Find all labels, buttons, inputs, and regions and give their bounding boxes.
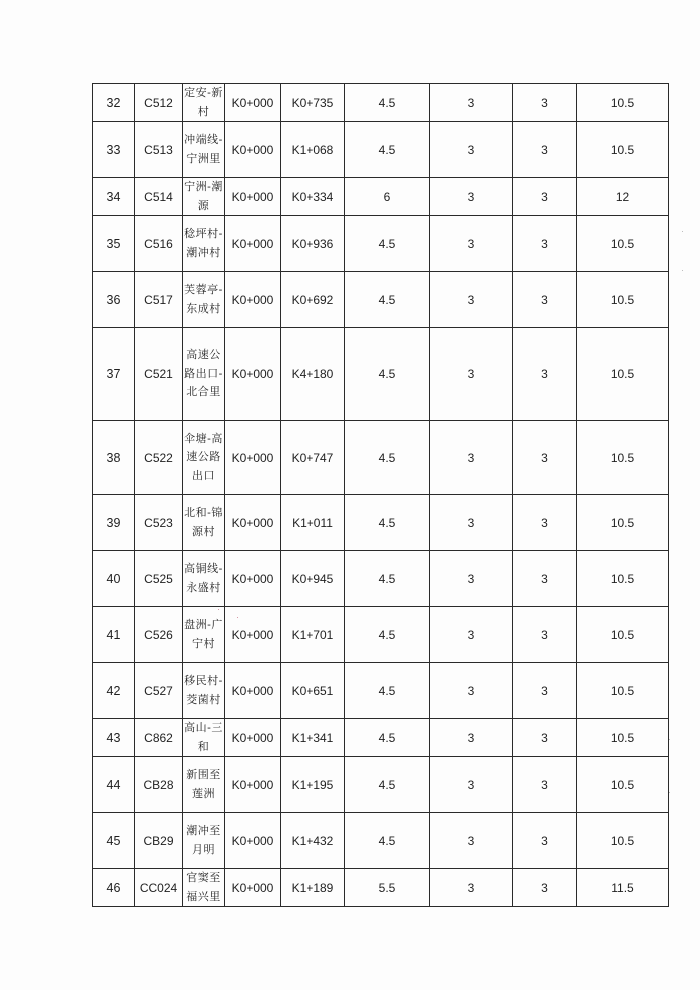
road-name-cell: 盘洲-广宁村 xyxy=(183,607,225,663)
end-stake-cell: K0+334 xyxy=(281,178,345,216)
total-value-cell: 10.5 xyxy=(577,122,669,178)
road-code-cell: C521 xyxy=(135,328,183,421)
value-a-cell: 3 xyxy=(430,216,513,272)
start-stake-cell: K0+000 xyxy=(225,272,281,328)
road-code-cell: C862 xyxy=(135,719,183,757)
table-row xyxy=(93,421,669,495)
road-code-cell: C523 xyxy=(135,495,183,551)
end-stake-cell: K1+195 xyxy=(281,757,345,813)
table-row xyxy=(93,84,669,122)
row-number-cell: 44 xyxy=(93,757,135,813)
road-width-cell: 4.5 xyxy=(345,122,430,178)
value-b-cell: 3 xyxy=(513,551,577,607)
value-a-cell: 3 xyxy=(430,495,513,551)
road-width-cell: 4.5 xyxy=(345,328,430,421)
road-width-cell: 4.5 xyxy=(345,757,430,813)
start-stake-cell: K0+000 xyxy=(225,757,281,813)
value-a-cell: 3 xyxy=(430,122,513,178)
value-a-cell: 3 xyxy=(430,84,513,122)
total-value-cell: 10.5 xyxy=(577,84,669,122)
road-width-cell: 4.5 xyxy=(345,421,430,495)
start-stake-cell: K0+000 xyxy=(225,607,281,663)
scan-mark: · xyxy=(681,265,684,275)
start-stake-cell: K0+000 xyxy=(225,122,281,178)
row-number-cell: 45 xyxy=(93,813,135,869)
start-stake-cell: K0+000 xyxy=(225,178,281,216)
road-name-cell: 定安-新村 xyxy=(183,84,225,122)
end-stake-cell: K0+692 xyxy=(281,272,345,328)
end-stake-cell: K0+936 xyxy=(281,216,345,272)
end-stake-cell: K4+180 xyxy=(281,328,345,421)
road-code-cell: C517 xyxy=(135,272,183,328)
row-number-cell: 46 xyxy=(93,869,135,907)
road-code-cell: C516 xyxy=(135,216,183,272)
total-value-cell: 10.5 xyxy=(577,551,669,607)
table-row xyxy=(93,663,669,719)
value-a-cell: 3 xyxy=(430,719,513,757)
road-code-cell: C527 xyxy=(135,663,183,719)
road-width-cell: 4.5 xyxy=(345,551,430,607)
row-number-cell: 35 xyxy=(93,216,135,272)
value-b-cell: 3 xyxy=(513,663,577,719)
road-code-cell: C522 xyxy=(135,421,183,495)
road-name-cell: 北和-锦源村 xyxy=(183,495,225,551)
total-value-cell: 10.5 xyxy=(577,607,669,663)
road-name-cell: 潮冲至月明 xyxy=(183,813,225,869)
road-code-cell: C512 xyxy=(135,84,183,122)
road-name-cell: 高山-三和 xyxy=(183,719,225,757)
row-number-cell: 39 xyxy=(93,495,135,551)
start-stake-cell: K0+000 xyxy=(225,328,281,421)
total-value-cell: 10.5 xyxy=(577,421,669,495)
value-b-cell: 3 xyxy=(513,421,577,495)
road-width-cell: 4.5 xyxy=(345,813,430,869)
value-b-cell: 3 xyxy=(513,122,577,178)
start-stake-cell: K0+000 xyxy=(225,551,281,607)
total-value-cell: 10.5 xyxy=(577,272,669,328)
value-b-cell: 3 xyxy=(513,813,577,869)
table-row xyxy=(93,551,669,607)
road-name-cell: 官窦至福兴里 xyxy=(183,869,225,907)
total-value-cell: 10.5 xyxy=(577,216,669,272)
row-number-cell: 43 xyxy=(93,719,135,757)
row-number-cell: 33 xyxy=(93,122,135,178)
table-body xyxy=(93,84,669,907)
start-stake-cell: K0+000 xyxy=(225,84,281,122)
value-a-cell: 3 xyxy=(430,607,513,663)
road-name-cell: 移民村-茭菌村 xyxy=(183,663,225,719)
value-a-cell: 3 xyxy=(430,813,513,869)
start-stake-cell: K0+000 xyxy=(225,216,281,272)
total-value-cell: 12 xyxy=(577,178,669,216)
value-b-cell: 3 xyxy=(513,328,577,421)
value-b-cell: 3 xyxy=(513,216,577,272)
end-stake-cell: K1+068 xyxy=(281,122,345,178)
table-row xyxy=(93,272,669,328)
total-value-cell: 11.5 xyxy=(577,869,669,907)
table-row xyxy=(93,607,669,663)
total-value-cell: 10.5 xyxy=(577,328,669,421)
table-row xyxy=(93,178,669,216)
end-stake-cell: K1+011 xyxy=(281,495,345,551)
road-width-cell: 4.5 xyxy=(345,272,430,328)
row-number-cell: 36 xyxy=(93,272,135,328)
road-code-cell: CB29 xyxy=(135,813,183,869)
value-a-cell: 3 xyxy=(430,328,513,421)
end-stake-cell: K0+747 xyxy=(281,421,345,495)
road-width-cell: 4.5 xyxy=(345,495,430,551)
road-width-cell: 6 xyxy=(345,178,430,216)
value-b-cell: 3 xyxy=(513,719,577,757)
road-width-cell: 4.5 xyxy=(345,607,430,663)
total-value-cell: 10.5 xyxy=(577,495,669,551)
row-number-cell: 41 xyxy=(93,607,135,663)
start-stake-cell: K0+000 xyxy=(225,663,281,719)
road-width-cell: 4.5 xyxy=(345,84,430,122)
road-name-cell: 伞塘-高速公路出口 xyxy=(183,421,225,495)
table-row xyxy=(93,216,669,272)
start-stake-cell: K0+000 xyxy=(225,421,281,495)
road-table xyxy=(92,83,669,907)
road-width-cell: 4.5 xyxy=(345,719,430,757)
total-value-cell: 10.5 xyxy=(577,719,669,757)
total-value-cell: 10.5 xyxy=(577,813,669,869)
table-row xyxy=(93,328,669,421)
road-name-cell: 稔坪村-潮冲村 xyxy=(183,216,225,272)
table-row xyxy=(93,813,669,869)
end-stake-cell: K1+432 xyxy=(281,813,345,869)
value-b-cell: 3 xyxy=(513,178,577,216)
row-number-cell: 42 xyxy=(93,663,135,719)
row-number-cell: 32 xyxy=(93,84,135,122)
road-name-cell: 高铜线-永盛村 xyxy=(183,551,225,607)
scan-mark: · xyxy=(681,226,684,236)
value-a-cell: 3 xyxy=(430,551,513,607)
road-name-cell: 芙蓉亭-东成村 xyxy=(183,272,225,328)
value-a-cell: 3 xyxy=(430,757,513,813)
road-name-cell: 高速公路出口-北合里 xyxy=(183,328,225,421)
road-name-cell: 宁洲-潮源 xyxy=(183,178,225,216)
table-row xyxy=(93,719,669,757)
road-width-cell: 4.5 xyxy=(345,216,430,272)
start-stake-cell: K0+000 xyxy=(225,495,281,551)
table-row xyxy=(93,122,669,178)
end-stake-cell: K0+651 xyxy=(281,663,345,719)
row-number-cell: 40 xyxy=(93,551,135,607)
ink-mark: · xyxy=(236,612,239,622)
total-value-cell: 10.5 xyxy=(577,757,669,813)
road-code-cell: CB28 xyxy=(135,757,183,813)
value-a-cell: 3 xyxy=(430,421,513,495)
start-stake-cell: K0+000 xyxy=(225,813,281,869)
end-stake-cell: K0+945 xyxy=(281,551,345,607)
scan-mark: · xyxy=(668,787,671,797)
road-code-cell: C525 xyxy=(135,551,183,607)
road-code-cell: C513 xyxy=(135,122,183,178)
value-a-cell: 3 xyxy=(430,272,513,328)
scan-mark: · xyxy=(668,734,671,744)
value-a-cell: 3 xyxy=(430,663,513,719)
value-b-cell: 3 xyxy=(513,607,577,663)
value-a-cell: 3 xyxy=(430,869,513,907)
end-stake-cell: K0+735 xyxy=(281,84,345,122)
value-b-cell: 3 xyxy=(513,84,577,122)
value-b-cell: 3 xyxy=(513,757,577,813)
road-name-cell: 新围至莲洲 xyxy=(183,757,225,813)
table-row xyxy=(93,869,669,907)
row-number-cell: 38 xyxy=(93,421,135,495)
table-row xyxy=(93,757,669,813)
start-stake-cell: K0+000 xyxy=(225,719,281,757)
road-code-cell: C526 xyxy=(135,607,183,663)
end-stake-cell: K1+189 xyxy=(281,869,345,907)
road-width-cell: 5.5 xyxy=(345,869,430,907)
table-row xyxy=(93,495,669,551)
value-a-cell: 3 xyxy=(430,178,513,216)
end-stake-cell: K1+701 xyxy=(281,607,345,663)
value-b-cell: 3 xyxy=(513,869,577,907)
ink-mark: · xyxy=(217,604,220,614)
road-code-cell: C514 xyxy=(135,178,183,216)
total-value-cell: 10.5 xyxy=(577,663,669,719)
row-number-cell: 37 xyxy=(93,328,135,421)
road-name-cell: 冲端线-宁洲里 xyxy=(183,122,225,178)
end-stake-cell: K1+341 xyxy=(281,719,345,757)
road-width-cell: 4.5 xyxy=(345,663,430,719)
row-number-cell: 34 xyxy=(93,178,135,216)
value-b-cell: 3 xyxy=(513,495,577,551)
start-stake-cell: K0+000 xyxy=(225,869,281,907)
road-code-cell: CC024 xyxy=(135,869,183,907)
value-b-cell: 3 xyxy=(513,272,577,328)
